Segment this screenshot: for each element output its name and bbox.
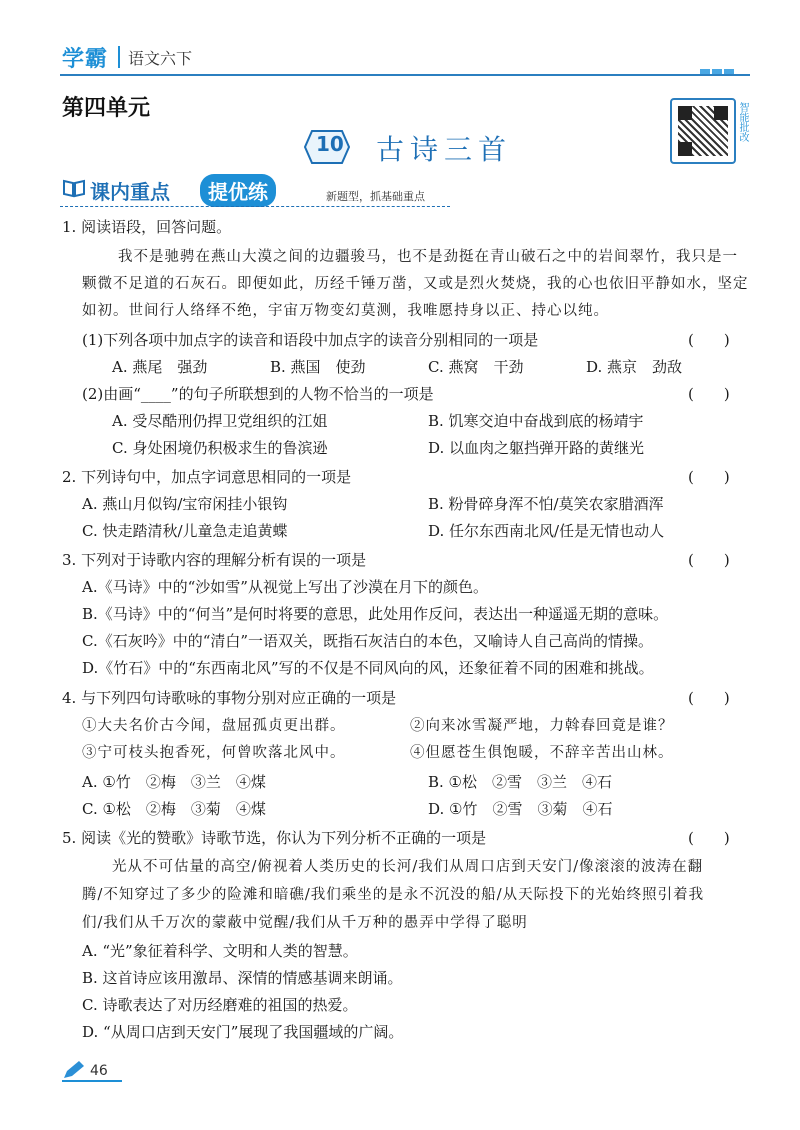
q5-option: A. “光”象征着科学、文明和人类的智慧。 <box>82 942 358 960</box>
lesson-title: 古诗三首 <box>376 133 513 166</box>
footer-rule <box>62 1080 122 1082</box>
q1-passage-line: 颗微不足道的石灰石。即便如此，历经千锤万凿，又或是烈火焚烧，我的心也依旧平静如水，坚定 <box>82 276 749 292</box>
header-dots-decoration <box>698 60 734 79</box>
q1-sub1-stem: (1)下列各项中加点字的读音和语段中加点字的读音分别相同的一项是 <box>82 331 539 349</box>
book-title: 语文六下 <box>128 49 193 68</box>
q2-option: A. 燕山月似钩/宝帘闲挂小银钩 <box>82 495 288 513</box>
answer-blank[interactable]: ( ) <box>688 331 730 349</box>
unit-title: 第四单元 <box>62 96 151 121</box>
q1-stem: 1. 阅读语段，回答问题。 <box>62 218 232 236</box>
q4-stem: 4. 与下列四句诗歌咏的事物分别对应正确的一项是 <box>62 689 397 707</box>
q3-option: B.《马诗》中的“何当”是何时将要的意思，此处用作反问，表达出一种遥遥无期的意味。 <box>82 605 669 623</box>
section-note: 新题型，抓基础重点 <box>326 190 425 203</box>
q3-option: D.《竹石》中的“东西南北风”写的不仅是不同风向的风，还象征着不同的困难和挑战。 <box>82 659 654 677</box>
header-rule <box>60 74 750 76</box>
q4-option: B. ①松 ②雪 ③兰 ④石 <box>428 773 613 791</box>
q1-sub1-option: D. 燕京 劲敌 <box>586 358 683 376</box>
q5-option: D. “从周口店到天安门”展现了我国疆域的广阔。 <box>82 1023 404 1041</box>
q4-poem-line: ④但愿苍生俱饱暖，不辞辛苦出山林。 <box>410 745 674 761</box>
lesson-number: 10 <box>316 132 344 156</box>
section-pill: 提优练 <box>200 174 276 207</box>
q1-passage-line: 我不是驰骋在燕山大漠之间的边疆骏马，也不是劲挺在青山破石之中的岩间翠竹，我只是一 <box>118 249 738 265</box>
q5-option: C. 诗歌表达了对历经磨难的祖国的热爱。 <box>82 996 358 1014</box>
q5-passage-line: 光从不可估量的高空/俯视着人类历史的长河/我们从周口店到天安门/像滚滚的波涛在翻 <box>112 859 704 875</box>
q3-option: C.《石灰吟》中的“清白”一语双关，既指石灰洁白的本色，又喻诗人自己高尚的情操。 <box>82 632 654 650</box>
section-title: 课内重点 <box>90 180 170 204</box>
q4-poem-line: ③宁可枝头抱香死，何曾吹落北风中。 <box>82 745 346 761</box>
q1-sub1-option: A. 燕尾 强劲 <box>112 358 208 376</box>
answer-blank[interactable]: ( ) <box>688 689 730 707</box>
q2-option: C. 快走踏清秋/儿童急走追黄蝶 <box>82 522 288 540</box>
q2-option: B. 粉骨碎身浑不怕/莫笑农家腊酒浑 <box>428 495 664 513</box>
q2-stem: 2. 下列诗句中，加点字词意思相同的一项是 <box>62 468 352 486</box>
q1-sub2-option: A. 受尽酷刑仍捍卫党组织的江姐 <box>112 412 328 430</box>
q4-poem-line: ①大夫名价古今闻，盘屈孤贞更出群。 <box>82 718 346 734</box>
q1-sub1-option: C. 燕窝 干劲 <box>428 358 524 376</box>
q3-stem: 3. 下列对于诗歌内容的理解分析有误的一项是 <box>62 551 367 569</box>
q5-option: B. 这首诗应该用激昂、深情的情感基调来朗诵。 <box>82 969 403 987</box>
book-icon <box>62 178 86 198</box>
q1-sub2-option: C. 身处困境仍积极求生的鲁滨逊 <box>112 439 328 457</box>
q4-option: C. ①松 ②梅 ③菊 ④煤 <box>82 800 266 818</box>
pencil-icon <box>62 1060 86 1080</box>
answer-blank[interactable]: ( ) <box>688 468 730 486</box>
qr-code[interactable] <box>670 98 736 164</box>
q1-passage-line: 如初。世间行人络绎不绝，宇宙万物变幻莫测，我唯愿持身以正、持心以纯。 <box>82 303 609 319</box>
q1-sub1-option: B. 燕国 使劲 <box>270 358 366 376</box>
q5-passage-line: 们/我们从千万次的蒙蔽中觉醒/我们从千万种的愚弄中学得了聪明 <box>82 915 528 931</box>
q5-passage-line: 腾/不知穿过了多少的险滩和暗礁/我们乘坐的是永不沉没的船/从天际投下的光始终照引着我 <box>82 887 705 903</box>
qr-side-label: 智能批改 <box>737 102 748 142</box>
q1-sub2-stem: (2)由画“____”的句子所联想到的人物不恰当的一项是 <box>82 385 434 403</box>
header-divider <box>118 46 120 68</box>
q4-poem-line: ②向来冰雪凝严地，力斡春回竟是谁？ <box>410 718 674 734</box>
section-underline <box>60 206 450 207</box>
q4-option: D. ①竹 ②雪 ③菊 ④石 <box>428 800 613 818</box>
q5-stem: 5. 阅读《光的赞歌》诗歌节选，你认为下列分析不正确的一项是 <box>62 829 487 847</box>
page-number: 46 <box>90 1063 108 1079</box>
answer-blank[interactable]: ( ) <box>688 385 730 403</box>
answer-blank[interactable]: ( ) <box>688 829 730 847</box>
q4-option: A. ①竹 ②梅 ③兰 ④煤 <box>82 773 266 791</box>
answer-blank[interactable]: ( ) <box>688 551 730 569</box>
q2-option: D. 任尔东西南北风/任是无情也动人 <box>428 522 665 540</box>
q1-sub2-option: B. 饥寒交迫中奋战到底的杨靖宇 <box>428 412 644 430</box>
brand-logo: 学霸 <box>62 47 109 72</box>
q3-option: A.《马诗》中的“沙如雪”从视觉上写出了沙漠在月下的颜色。 <box>82 578 488 596</box>
q1-sub2-option: D. 以血肉之躯挡弹开路的黄继光 <box>428 439 645 457</box>
